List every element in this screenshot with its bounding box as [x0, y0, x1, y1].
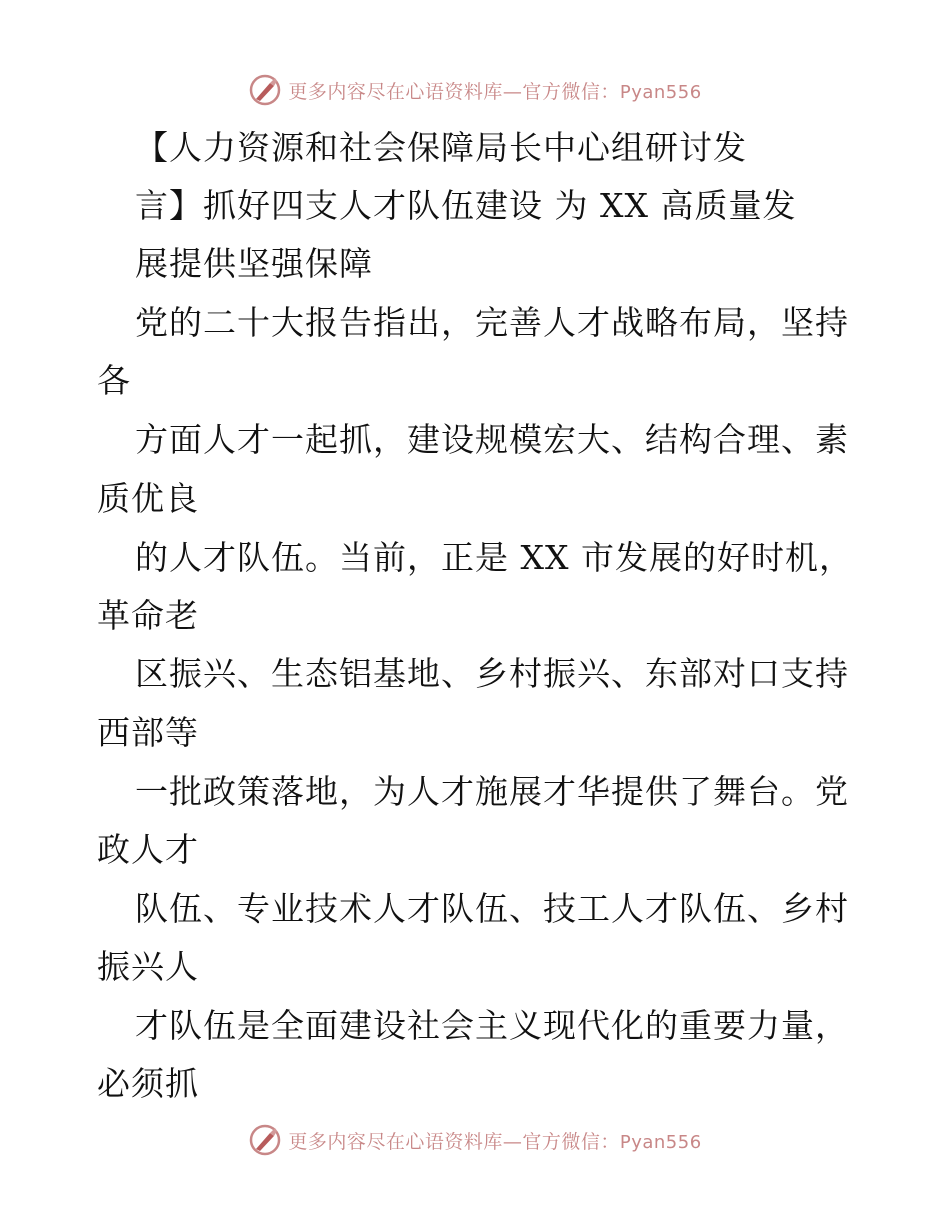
title-line: 言】抓好四支人才队伍建设 为 XX 高质量发	[135, 186, 797, 225]
paragraph-line: 质优良	[97, 479, 199, 518]
quill-logo-icon	[248, 1123, 282, 1157]
quill-logo-icon	[248, 73, 282, 107]
paragraph-line: 必须抓	[97, 1064, 199, 1103]
paragraph-line: 才队伍是全面建设社会主义现代化的重要力量，	[135, 1006, 849, 1045]
paragraph-line: 西部等	[97, 713, 199, 752]
paragraph-line: 振兴人	[97, 947, 199, 986]
title-line: 展提供坚强保障	[135, 244, 373, 283]
paragraph-line: 方面人才一起抓，建设规模宏大、结构合理、素	[135, 420, 849, 459]
footer-banner	[0, 1120, 950, 1160]
paragraph-line: 队伍、专业技术人才队伍、技工人才队伍、乡村	[135, 889, 849, 928]
header-banner	[0, 70, 950, 110]
paragraph-line: 党的二十大报告指出，完善人才战略布局，坚持	[135, 303, 849, 342]
footer-banner-text: 更多内容尽在心语资料库—官方微信：Pyan556	[288, 1130, 702, 1153]
paragraph-line: 区振兴、生态铝基地、乡村振兴、东部对口支持	[135, 654, 849, 693]
header-banner-text: 更多内容尽在心语资料库—官方微信：Pyan556	[288, 80, 702, 103]
paragraph-line: 一批政策落地，为人才施展才华提供了舞台。党	[135, 772, 849, 811]
paragraph-line: 的人才队伍。当前，正是 XX 市发展的好时机，	[135, 538, 853, 577]
paragraph-line: 各	[97, 361, 131, 400]
paragraph-line: 革命老	[97, 596, 199, 635]
paragraph-line: 政人才	[97, 830, 199, 869]
title-line: 【人力资源和社会保障局长中心组研讨发	[135, 128, 747, 167]
